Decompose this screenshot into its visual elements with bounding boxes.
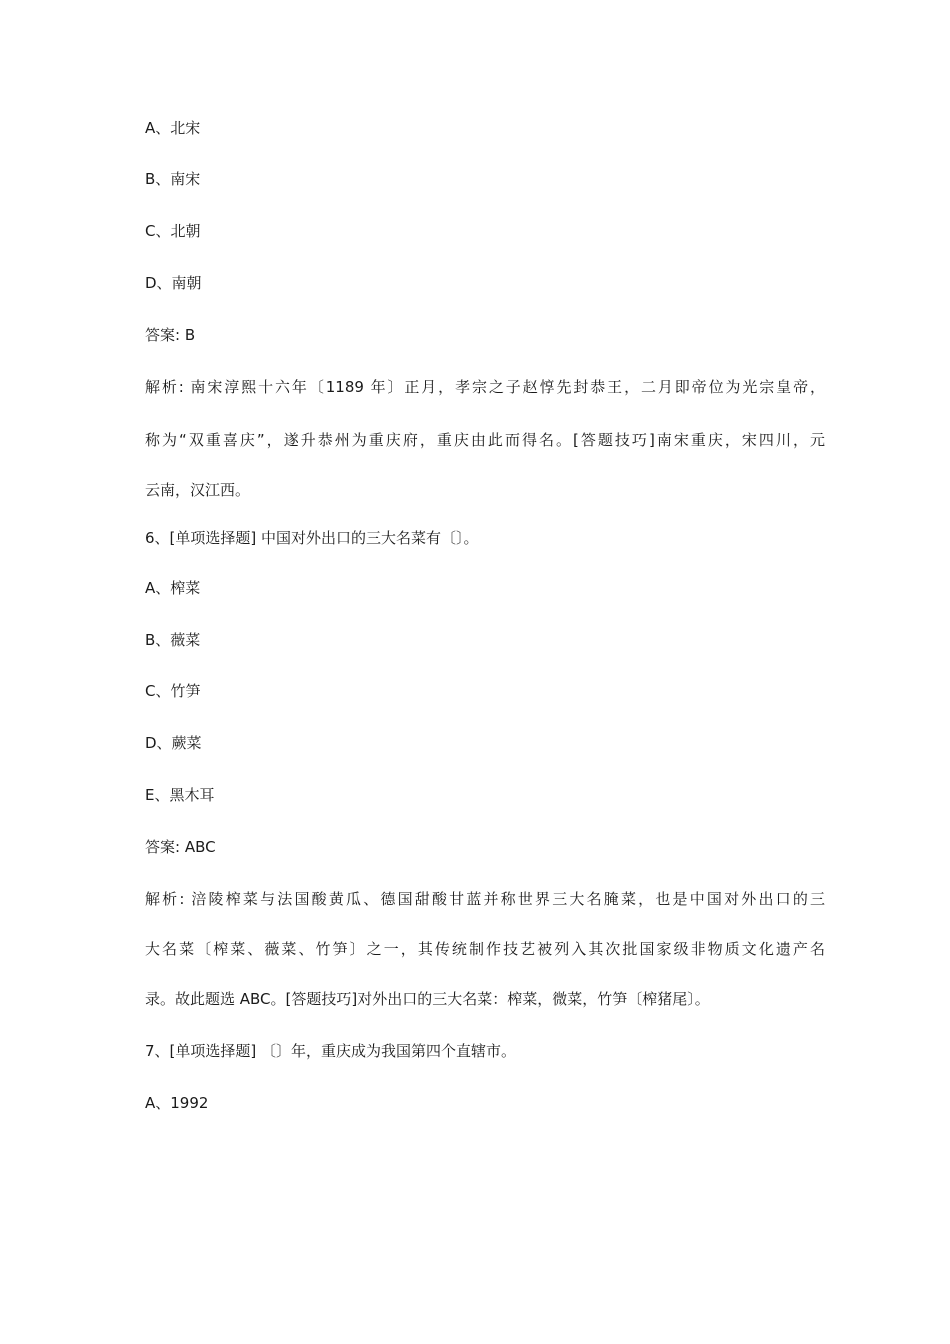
q7-option-a: A、1992 — [145, 1094, 209, 1112]
q6-option-e: E、黑木耳 — [145, 786, 215, 804]
q6-option-c: C、竹笋 — [145, 682, 201, 700]
q6-option-d: D、蕨菜 — [145, 734, 202, 752]
q6-analysis-line-1: 解析: 涪陵榨菜与法国酸黄瓜、德国甜酸甘蓝并称世界三大名腌菜，也是中国对外出口的三 — [145, 890, 825, 908]
q6-option-b: B、薇菜 — [145, 631, 201, 649]
q5-analysis-line-1: 解析: 南宋淳熙十六年〔1189 年〕正月，孝宗之子赵惇先封恭王，二月即帝位为光宗皇帝， — [145, 378, 825, 396]
q5-option-d: D、南朝 — [145, 274, 202, 292]
q6-answer: 答案: ABC — [145, 838, 216, 856]
q5-option-b: B、南宋 — [145, 170, 201, 188]
q6-analysis-line-2: 大名菜〔榨菜、薇菜、竹笋〕之一，其传统制作技艺被列入其次批国家级非物质文化遗产名 — [145, 940, 825, 958]
q5-option-c: C、北朝 — [145, 222, 201, 240]
q5-analysis-line-2: 称为“双重喜庆”，遂升恭州为重庆府，重庆由此而得名。[答题技巧]南宋重庆，宋四川，元 — [145, 431, 825, 449]
q6-option-a: A、榨菜 — [145, 579, 201, 597]
q5-analysis-line-3: 云南，汉江西。 — [145, 481, 251, 499]
q7-question: 7、[单项选择题] 〔〕年，重庆成为我国第四个直辖市。 — [145, 1042, 517, 1060]
q5-answer: 答案: B — [145, 326, 196, 344]
q6-question: 6、[单项选择题] 中国对外出口的三大名菜有〔〕。 — [145, 529, 479, 547]
q5-option-a: A、北宋 — [145, 119, 201, 137]
q6-analysis-line-3: 录。故此题选 ABC。[答题技巧]对外出口的三大名菜：榨菜，微菜，竹笋〔榨猪尾〕。 — [145, 990, 710, 1008]
